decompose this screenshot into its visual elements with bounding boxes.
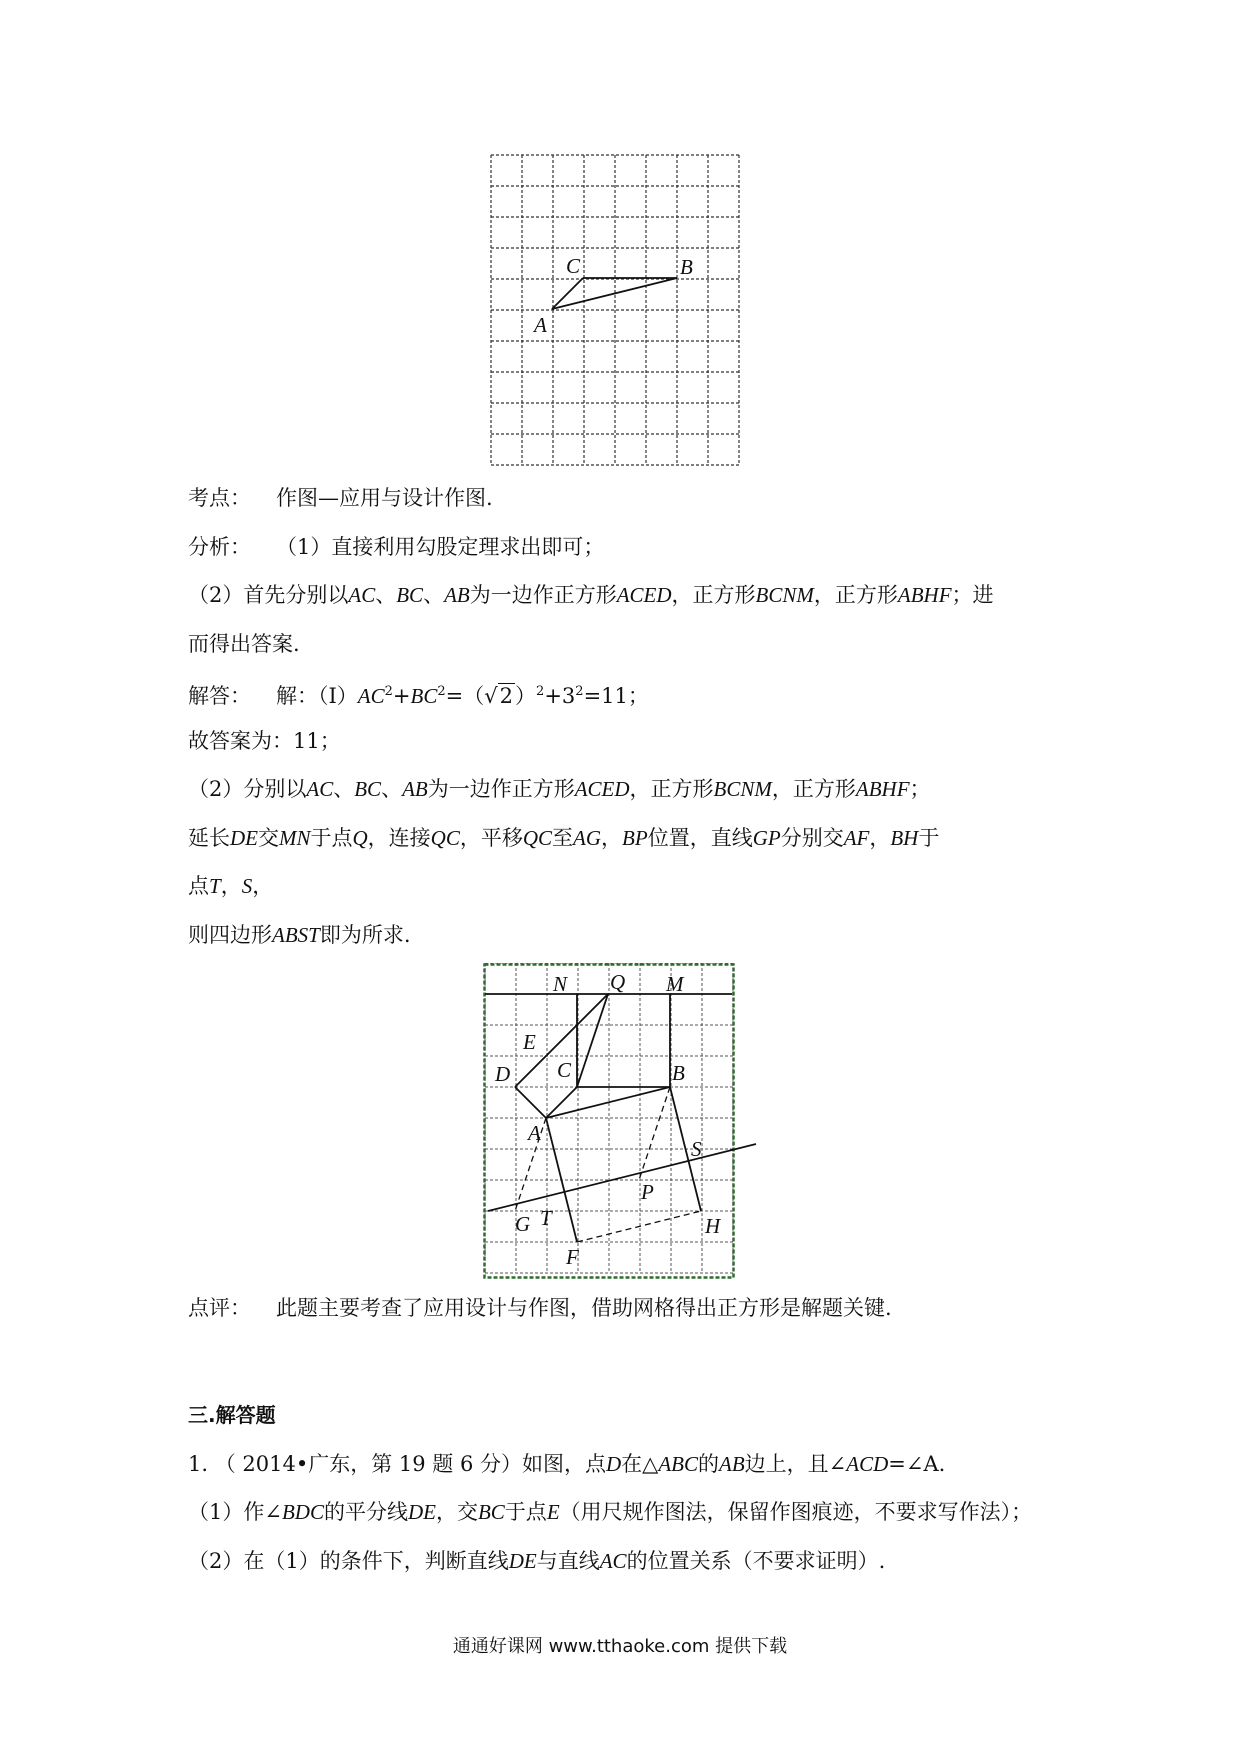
text: 边上，且∠ [744,1452,847,1476]
text: 、 [381,777,403,801]
text: 1. （ 2014•广东，第 19 题 6 分）如图，点 [188,1452,606,1476]
math: D [606,1452,622,1476]
math: MN [279,826,311,850]
line-gs [488,1144,756,1211]
dianping-text: 此题主要考查了应用设计与作图，借助网格得出正方形是解题关键. [276,1296,892,1320]
question-1-line-2 [188,1497,1032,1527]
math: S [241,874,253,898]
text: 于点 [310,826,353,850]
math: QC [430,826,460,850]
kaodian-line [188,483,493,513]
jieda-line-4 [188,871,273,901]
text: 至 [552,826,574,850]
label-g: G [515,1212,531,1236]
text: 的平分线 [323,1500,408,1524]
math: AF [843,826,870,850]
math: AC [599,1549,627,1573]
jieda-line-1 [188,677,649,711]
jieda-line-2 [188,774,931,804]
dianping-line [188,1293,892,1323]
text: ， [869,826,891,850]
jieda-line-3 [188,823,939,853]
text: ， [601,826,623,850]
text: =11； [583,684,649,708]
text: ， [252,874,274,898]
math: BC [477,1500,505,1524]
math: BDC [281,1500,324,1524]
math: T [209,874,221,898]
math: BC [396,583,424,607]
text: ，交 [435,1500,478,1524]
fenxi-label: 分析： [188,535,251,559]
label-e: E [523,1030,536,1054]
text: （2）首先分别以 [188,583,349,607]
label-a: A [528,1121,541,1145]
math: AG [573,826,602,850]
math: Q [352,826,368,850]
text: =（ [445,684,485,708]
superscript: 2 [575,684,584,699]
text: 位置，直线 [647,826,753,850]
grid-figure-1 [490,154,746,470]
label-n: N [553,972,568,996]
math: ABST [272,923,320,947]
label-c: C [557,1058,572,1082]
jieda-line-5 [188,920,411,950]
math: BC [410,684,438,708]
math: AB [444,583,470,607]
text: ，正方形 [771,777,856,801]
text: 于 [918,826,940,850]
label-c: C [566,254,581,278]
text: 解：（Ⅰ） [276,684,358,708]
math: ACED [616,583,672,607]
label-q: Q [610,970,626,994]
label-a: A [534,313,547,337]
segment-da [515,1087,546,1118]
text: 则四边形 [188,923,272,947]
text: + [392,684,411,708]
kaodian-label: 考点： [188,486,251,510]
math: QC [522,826,553,850]
text: （2）分别以 [188,777,307,801]
text: 分别交 [780,826,844,850]
text: 点 [188,874,209,898]
text: 的位置关系（不要求证明）. [626,1549,886,1573]
label-m: M [666,972,684,996]
text: 为一边作正方形 [469,583,617,607]
question-1-line-1 [188,1449,945,1479]
text: ，正方形 [629,777,714,801]
math: ABHF [855,777,910,801]
fenxi-text-1: （1）直接利用勾股定理求出即可； [276,535,605,559]
label-t: T [540,1206,552,1230]
math: E [546,1500,560,1524]
text: ； [909,777,931,801]
text: 于点 [504,1500,547,1524]
math: AB [719,1452,745,1476]
math: BC [354,777,382,801]
text: 即为所求. [319,923,411,947]
label-p: P [641,1180,654,1204]
label-f: F [566,1245,579,1269]
math: DE [230,826,258,850]
text: （2）在（1）的条件下，判断直线 [188,1549,509,1573]
text: 延长 [188,826,230,850]
text: ，平移 [459,826,523,850]
math: ABC [658,1452,698,1476]
text: ，正方形 [813,583,898,607]
label-h: H [705,1214,721,1238]
label-s: S [691,1137,702,1161]
fenxi-line-2 [188,580,994,610]
segment-ab [546,1087,670,1118]
fenxi-line-3: 而得出答案. [188,632,300,656]
math: AC [357,684,385,708]
text: ，连接 [367,826,431,850]
math: BP [622,826,648,850]
text: 交 [258,826,279,850]
text: 与直线 [536,1549,600,1573]
math: BCNM [713,777,772,801]
text: ；进 [951,583,994,607]
text: 、 [423,583,445,607]
jieda-answer: 故答案为：11； [188,729,341,753]
math: DE [407,1500,436,1524]
superscript: 2 [437,684,446,699]
math: GP [752,826,781,850]
math: AC [348,583,376,607]
math: ACD [846,1452,889,1476]
label-d: D [495,1062,511,1086]
text: +3 [544,684,576,708]
math: ABHF [897,583,952,607]
dianping-label: 点评： [188,1296,251,1320]
segment-fh-dashed [577,1211,701,1242]
label-b: B [672,1061,685,1085]
page-footer: 通通好课网 www.tthaoke.com 提供下载 [452,1636,788,1657]
math: BH [890,826,919,850]
section-heading: 三.解答题 [188,1403,276,1427]
superscript: 2 [536,684,545,699]
text: ， [220,874,242,898]
math: AC [306,777,334,801]
math: AB [402,777,428,801]
text: =∠A. [888,1452,946,1476]
segment-qc [577,994,608,1087]
text: ） [515,684,537,708]
sqrt-sign: √ [484,684,498,708]
text: （1）作∠ [188,1500,282,1524]
text: 的 [698,1452,719,1476]
label-b: B [680,255,693,279]
kaodian-text: 作图—应用与设计作图. [276,486,493,510]
text: 、 [375,583,397,607]
text: 、 [333,777,355,801]
question-1-line-3 [188,1546,885,1576]
fenxi-line-1 [188,532,604,562]
text: 为一边作正方形 [427,777,575,801]
text: 在△ [621,1452,659,1476]
math: DE [508,1549,537,1573]
math: BCNM [755,583,814,607]
math: ACED [574,777,630,801]
jieda-label: 解答： [188,684,251,708]
text: ，正方形 [671,583,756,607]
grid-figure-2 [483,963,763,1279]
superscript: 2 [384,684,393,699]
radicand: 2 [499,684,514,708]
text: （用尺规作图法，保留作图痕迹，不要求写作法）； [559,1500,1033,1524]
